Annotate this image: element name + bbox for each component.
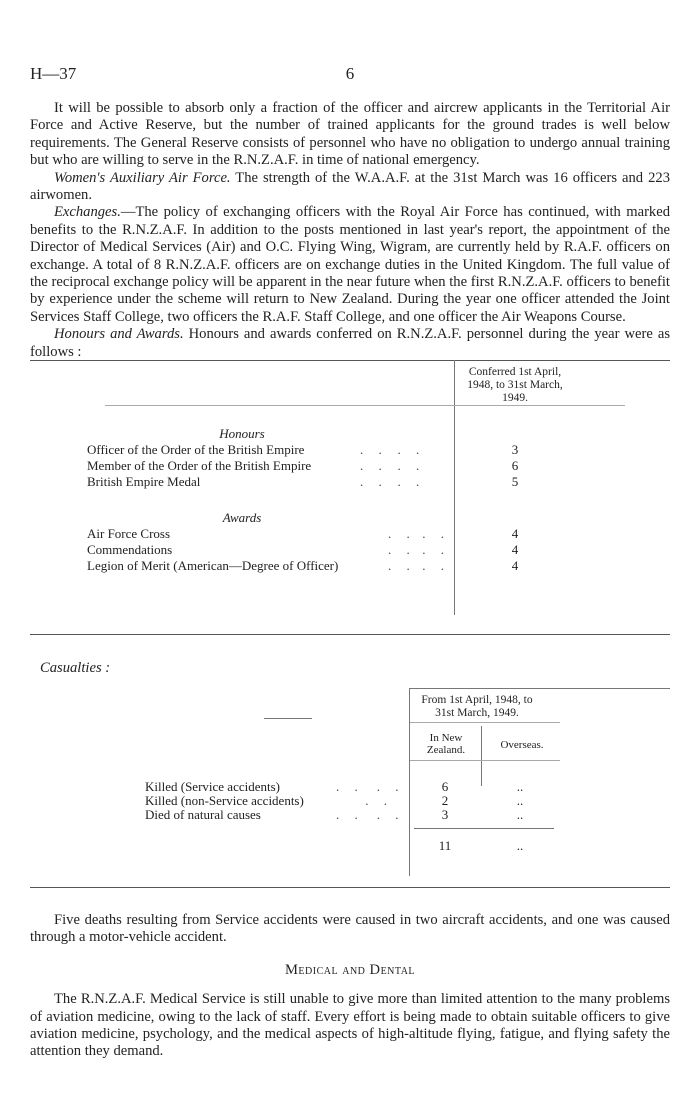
row-label: Legion of Merit (American—Degree of Officer): [87, 558, 339, 573]
total-overseas: ..: [516, 838, 524, 853]
honours-leaders: . . . . . . . . . . . .: [360, 442, 426, 489]
honours-values: [500, 442, 530, 490]
paragraph-deaths: Five deaths resulting from Service accidents were caused in two aircraft accidents, and one was caused through a motor-vehicle accident.: [30, 912, 670, 946]
row-value: ..: [516, 779, 524, 794]
row-label: Killed (Service accidents): [145, 779, 280, 794]
casualties-subcolumn-divider: [481, 726, 482, 786]
honours-labels: [87, 442, 311, 490]
honours-column-header: Conferred 1st April, 1948, to 31st March, 1949.: [467, 366, 563, 404]
table-bottom-rule: [30, 634, 670, 635]
row-label: Killed (non-Service accidents): [145, 793, 304, 808]
honours-table: [30, 360, 670, 630]
row-label: Member of the Order of the British Empire: [87, 458, 312, 473]
honours-text: Honours and awards conferred on R.N.Z.A.F. personnel during the year were as follows :: [30, 326, 670, 360]
row-label: British Empire Medal: [87, 474, 201, 489]
casualties-column-divider: [409, 688, 410, 876]
section-heading-medical: Medical and Dental: [284, 961, 416, 978]
new-zealand-values: [430, 780, 460, 822]
row-value: 3: [441, 807, 449, 822]
in-new-zealand-header: In New Zealand.: [426, 732, 466, 756]
awards-leaders: . . . . . . . . . . . .: [388, 526, 450, 573]
document-body-lower: [30, 912, 670, 1061]
awards-values: [500, 526, 530, 574]
casualties-labels: [145, 780, 304, 822]
casualties-leaders: . . . . . . . . . .: [336, 779, 405, 822]
waaf-text: The strength of the W.A.A.F. at the 31st March was 16 officers and 223 airwomen.: [30, 169, 670, 204]
document-reference: H—37: [30, 64, 77, 83]
total-nz: 11: [438, 838, 452, 853]
paragraph-exchanges: [30, 204, 670, 326]
row-value: 3: [511, 442, 519, 457]
paragraph-medical: The R.N.Z.A.F. Medical Service is still unable to give more than limited attention to the many problems of aviation medicine, owing to the lack of staff. Every effort is being made to obtain suitable officers to give aviation medicine, psychology, and the medical aspects of high-altitude flying, fatigue, and flying safety the attention they demand.: [30, 991, 670, 1060]
overseas-values: [505, 780, 535, 822]
casualties-label: Casualties :: [40, 660, 111, 676]
paragraph-honours: [30, 326, 670, 361]
casualties-header-rule: [410, 722, 560, 723]
casualties-bottom-rule: [30, 887, 670, 888]
overseas-header: Overseas.: [500, 739, 544, 751]
row-value: 6: [441, 779, 449, 794]
awards-labels: [87, 526, 338, 574]
row-value: ..: [516, 793, 524, 808]
casualties-column-header: From 1st April, 1948, to 31st March, 1949.: [421, 694, 533, 719]
page-number: 6: [345, 64, 355, 83]
honours-section-title: Honours: [219, 426, 265, 441]
row-label: Officer of the Order of the British Empire: [87, 442, 305, 457]
row-label: Air Force Cross: [87, 526, 171, 541]
total-rule: [414, 828, 554, 829]
awards-section-title: Awards: [222, 510, 262, 525]
document-body: [30, 100, 670, 361]
row-value: 5: [511, 474, 519, 489]
exchanges-text: —The policy of exchanging officers with the Royal Air Force has continued, with marked benefits to the R.N.Z.A.F. In addition to the posts mentioned in last year's report, the appointment of the Director of Medical Services (Air) and O.C. Flying Wing, Wigram, are currently held by R.A.F. officers on exchange. A total of 8 R.N.Z.A.F. officers are on exchange duties in the United Kingdom. The full value of the reciprocal exchange policy will be apparent in the near future when the first R.N.Z.A.F. officers to benefit by experience under the scheme will return to New Zealand. During the year one officer attended the Joint Services Staff College, two officers the R.A.F. Staff College, and one officer the Air Weapons Course.: [30, 204, 670, 325]
row-value: 4: [511, 526, 519, 541]
paragraph-reserve: It will be possible to absorb only a fraction of the officer and aircrew applicants in the Territorial Air Force and Active Reserve, but the number of trained applicants for the ground trades is well below requirements. The General Reserve consists of personnel who have no obligation to undergo annual training but who are willing to serve in the R.N.Z.A.F. in time of national emergency.: [30, 100, 670, 169]
casualties-table: [30, 688, 670, 883]
row-value: 2: [441, 793, 449, 808]
casualties-subheader-rule: [410, 760, 560, 761]
waaf-lead: Women's Auxiliary Air Force.: [54, 169, 231, 186]
row-label: Commendations: [87, 542, 173, 557]
page-header: [30, 64, 670, 84]
row-value: 4: [511, 542, 519, 557]
honours-header-rule: [105, 405, 625, 406]
exchanges-lead: Exchanges.: [54, 204, 121, 221]
row-label: Died of natural causes: [145, 807, 261, 822]
honours-lead: Honours and Awards.: [54, 326, 184, 343]
row-value: 4: [511, 558, 519, 573]
casualties-stub-rule: [264, 718, 312, 719]
paragraph-waaf: [30, 170, 670, 205]
honours-column-divider: [454, 360, 455, 615]
row-value: ..: [516, 807, 524, 822]
casualties-top-rule: [410, 688, 670, 689]
row-value: 6: [511, 458, 519, 473]
